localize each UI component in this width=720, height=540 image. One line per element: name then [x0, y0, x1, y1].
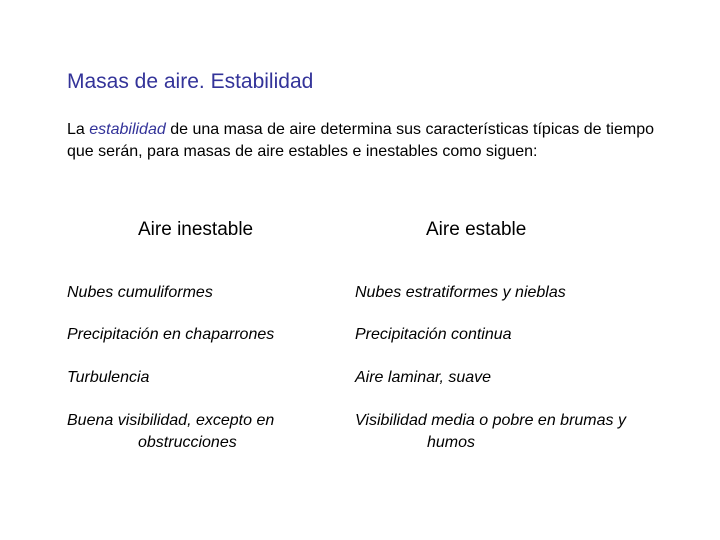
stable-item-airflow: Aire laminar, suave — [355, 369, 492, 386]
unstable-item-clouds: Nubes cumuliformes — [67, 284, 213, 301]
column-header-stable: Aire estable — [426, 219, 527, 240]
stable-item-precipitation: Precipitación continua — [355, 326, 512, 343]
intro-paragraph — [67, 119, 677, 163]
unstable-item-visibility: Buena visibilidad, excepto en — [67, 412, 275, 429]
column-header-unstable: Aire inestable — [138, 219, 254, 240]
unstable-item-precipitation: Precipitación en chaparrones — [67, 326, 275, 343]
intro-text-start: La — [67, 121, 90, 138]
intro-text-end: de una masa de aire determina sus características típicas de tiempo que serán, para masas de aire estables e inestables como siguen: — [67, 121, 654, 160]
unstable-item-turbulence: Turbulencia — [67, 369, 150, 386]
page-title: Masas de aire. Estabilidad — [67, 70, 314, 93]
stable-item-clouds: Nubes estratiformes y nieblas — [355, 284, 566, 301]
stable-item-visibility: Visibilidad media o pobre en brumas y — [355, 412, 626, 429]
intro-highlight-term: estabilidad — [89, 121, 166, 138]
unstable-item-visibility-continued: obstrucciones — [138, 434, 237, 451]
stable-item-visibility-continued: humos — [427, 434, 476, 451]
